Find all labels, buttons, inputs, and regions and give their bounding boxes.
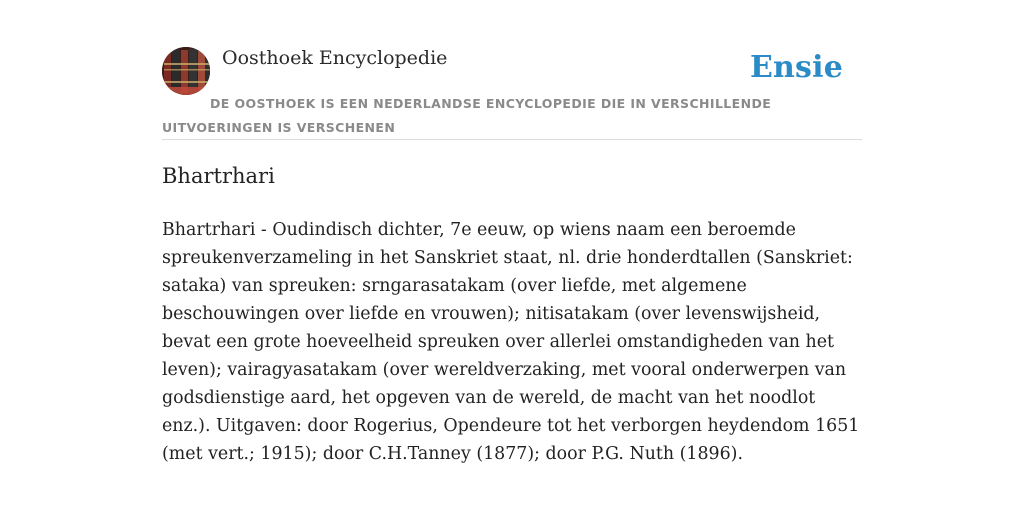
source-tagline: DE OOSTHOEK IS EEN NEDERLANDSE ENCYCLOPEDIE DIE IN VERSCHILLENDE UITVOERINGEN IS VERSCHENEN — [162, 96, 772, 135]
source-name[interactable]: Oosthoek Encyclopedie — [222, 47, 448, 69]
book-spines-icon[interactable] — [162, 47, 210, 95]
source-header — [162, 46, 862, 140]
brand-logo[interactable]: Ensie — [749, 50, 843, 85]
article-body: Bhartrhari - Oudindisch dichter, 7e eeuw, op wiens naam een beroemde spreukenverzameling in het Sanskriet staat, nl. drie honderdtallen (Sanskriet: sataka) van spreuken: srngarasatakam (over liefde, met algemene beschouwingen over liefde en vrouwen); nitisatakam (over levenswijsheid, bevat een grote hoeveelheid spreuken over allerlei omstandigheden van het leven); vairagyasatakam (over wereldverzaking, met vooral onderwerpen van godsdienstige aard, het opgeven van de wereld, de macht van het noodlot enz.). Uitgaven: door Rogerius, Opendeure tot het verborgen heydendom 1651 (met vert.; 1915); door C.H.Tanney (1877); door P.G. Nuth (1896). — [162, 220, 860, 464]
article-title: Bhartrhari — [162, 164, 275, 188]
